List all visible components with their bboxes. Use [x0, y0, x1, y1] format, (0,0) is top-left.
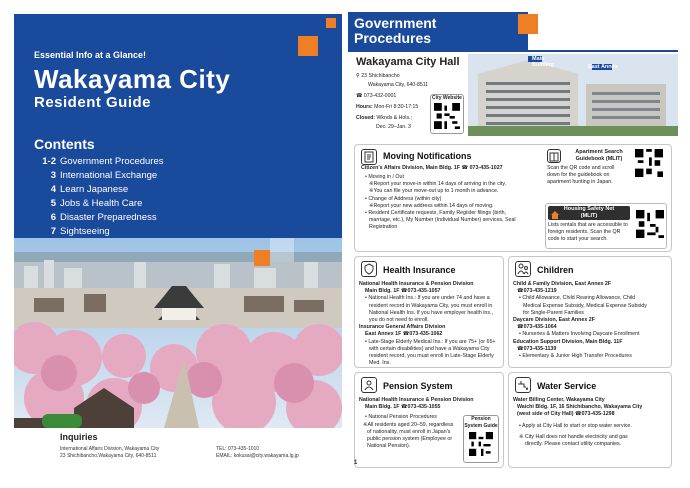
city-hall-photo: [468, 54, 678, 136]
housing-safety-net-box: [545, 203, 667, 249]
qr-code-icon: [469, 432, 493, 456]
phone-icon: ☎: [356, 93, 363, 99]
cover-page: [14, 14, 342, 474]
health-insurance-card: [354, 256, 504, 368]
toc-item[interactable]: 4 Learn Japanese: [50, 184, 129, 195]
children-card: [508, 256, 672, 368]
book-icon: [547, 149, 561, 163]
moving-details: • Moving in / Out ※Report your move-in within 14 days of arriving in the city. ※You can file your move-out up to 1 month in advance. • Change of Address (within city) ※Report your new address within 14 days of moving. • Resident Certificate requests, Family Register filings (birth, marriage, etc.), My Number (Individual Number) services, Seal Registration: [365, 174, 516, 231]
apartment-guide-text: Scan the QR code and scroll down for the guidebook on apartment hunting in Japan.: [547, 165, 615, 186]
east-annex-tag: East Annex: [588, 64, 618, 70]
water-service-card: [508, 372, 672, 468]
cover-eyebrow: Essential Info at a Glance!: [34, 50, 147, 60]
castle-photo: [14, 238, 342, 428]
contents-heading: Contents: [34, 136, 95, 152]
inquiries-tel: TEL: 073-435-1010: [216, 446, 260, 452]
pin-icon: ⚲: [356, 73, 360, 79]
moving-dept: Citizen's Affairs Division, Main Bldg. 1F ☎ 073-435-1027: [361, 165, 503, 171]
section-header: Government Procedures: [348, 12, 528, 50]
pension-card: [354, 372, 504, 468]
table-of-contents: [38, 156, 164, 240]
toc-item[interactable]: 3 International Exchange: [50, 170, 158, 181]
pension-icon: [361, 377, 377, 393]
toc-item[interactable]: 6 Disaster Preparedness: [50, 212, 157, 223]
city-hall-title: Wakayama City Hall: [356, 56, 460, 68]
children-details: Child & Family Division, East Annex 2F ☎073-435-1219 • Child Allowance, Child Rearing Allowance, Child Medical Expense Subsidy, Medical Expense Subsidy for Single-Parent Families Daycare Division, East Annex 2F ☎073-435-1064 • Nurseries & Matters Involving Daycare Enrollment Education Support Division, Main Bldg. 11F ☎073-435-1139 • Elementary & Junior High Transfer Procedures: [513, 281, 647, 360]
apartment-guide-title: Apartment Search Guidebook (MLIT): [575, 149, 623, 162]
accent-square: [270, 238, 294, 262]
accent-square: [326, 18, 336, 28]
cover-subtitle: Resident Guide: [34, 94, 152, 111]
health-title: Health Insurance: [383, 265, 456, 275]
pension-guide-qr[interactable]: Pension System Guide: [463, 415, 499, 463]
main-building-tag: Main Building: [532, 56, 554, 68]
city-website-qr[interactable]: City Website: [430, 94, 464, 134]
procedures-page: [348, 12, 678, 478]
inquiries-title: Inquiries: [60, 432, 98, 442]
children-title: Children: [537, 265, 574, 275]
toc-item[interactable]: 1-2 Government Procedures: [42, 156, 164, 167]
inquiries-address: 23 Shichibancho,Wakayama City, 640-8511: [60, 453, 157, 459]
faucet-icon: [515, 377, 531, 393]
inquiries-section: [14, 428, 342, 474]
qr-code-icon[interactable]: [635, 149, 663, 177]
inquiries-org: International Affairs Division, Wakayama City: [60, 446, 160, 452]
accent-square: [298, 36, 318, 56]
housing-safety-net-text: Lists rentals that are accessible to foreign residents. Scan the QR code to start your search.: [548, 222, 628, 243]
toc-item[interactable]: 7 Sightseeing: [50, 226, 110, 237]
housing-safety-net-title: Housing Safety Net (MLIT): [548, 206, 630, 220]
toc-item[interactable]: 5 Jobs & Health Care: [50, 198, 143, 209]
water-title: Water Service: [537, 381, 597, 391]
shield-icon: [361, 261, 377, 277]
inquiries-email[interactable]: EMAIL: kokusai@city.wakayama.lg.jp: [216, 453, 299, 459]
moving-title: Moving Notifications: [383, 151, 472, 161]
pension-details: National Health Insurance & Pension Division Main Bldg. 1F ☎073-435-1055 • National Pension Procedures ※All residents aged 20–59, regardless of nationality, must enroll in Japan's public pension system (Employee or National Pension).: [359, 397, 474, 450]
city-hall-info: ⚲ 23 Shichibancho Wakayama City, 640-8511 ☎ 073-432-0001 Hours: Mon-Fri 8:30-17:15 Closed: Wknds & Hols.; Dec. 29–Jan. 3: [356, 73, 429, 130]
header-rule: [348, 50, 678, 52]
accent-square: [254, 250, 270, 266]
cover-panel: [14, 14, 342, 428]
pension-title: Pension System: [383, 381, 453, 391]
water-details: Water Billing Center, Wakayama City Waichi Bldg. 1F, 16 Shichibancho, Wakayama City (west side of City Hall) ☎073-435-1298 • Apply at City Hall to start or stop water service. ※ City Hall does not handle electricity and gas directly. Please contact utility companies.: [513, 397, 643, 448]
document-icon: [361, 149, 377, 165]
accent-square: [518, 14, 538, 34]
cover-title: Wakayama City: [34, 64, 231, 94]
house-icon: [550, 207, 560, 217]
family-icon: [515, 261, 531, 277]
qr-code-icon[interactable]: [636, 210, 664, 238]
qr-code-icon: [434, 103, 460, 129]
moving-notifications-card: [354, 144, 672, 252]
health-details: National Health Insurance & Pension Division Main Bldg. 1F ☎073-435-1057 • National Health Ins.: If you are under 74 and have a resident record in Wakayama City, you must enroll in National Health Ins. If you have employer health ins., you do not need to enroll. Insurance General Affairs Division East Annex 1F ☎073-435-1062 • Late-Stage Elderly Medical Ins.: If you are 75+ (or 65+ with certain disabilities) and have a Wakayama City resident record, you must enroll in Late-Stage Elderly Med. Ins.: [359, 281, 496, 367]
page-number: 1: [354, 460, 358, 466]
